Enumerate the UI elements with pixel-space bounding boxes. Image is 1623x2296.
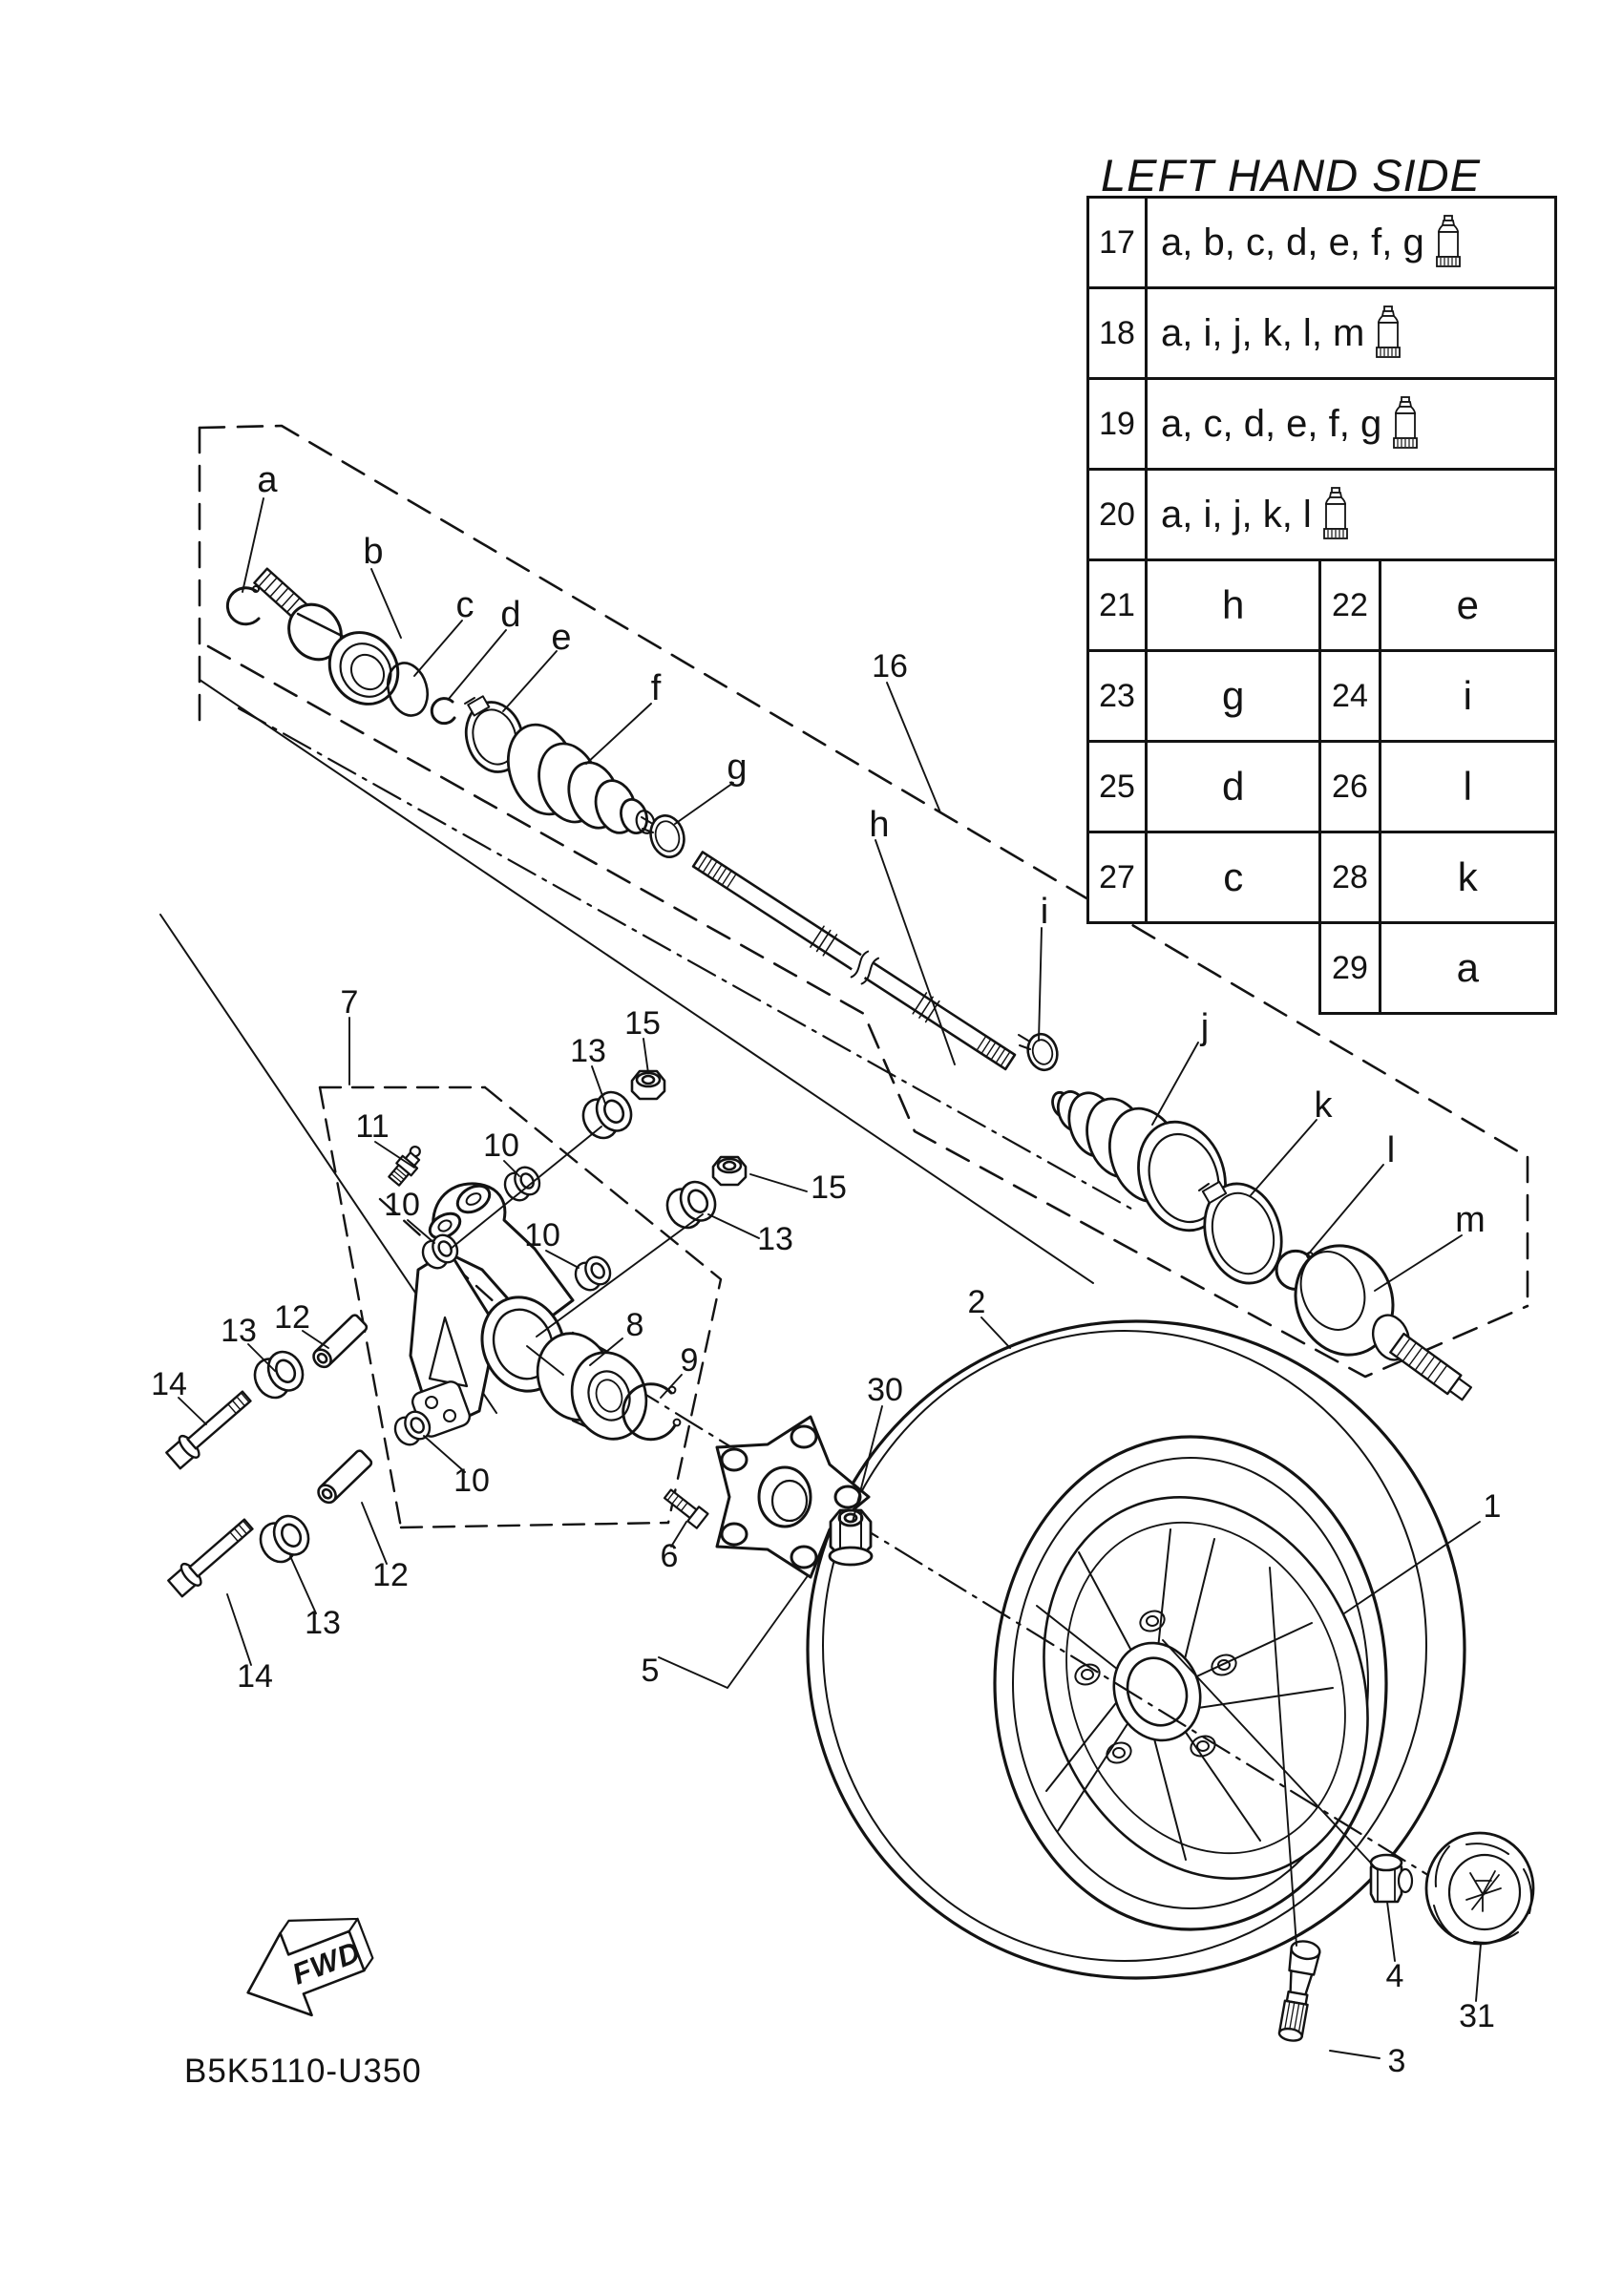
- fwd-arrow: [229, 1898, 384, 2034]
- part-label-6: 6: [660, 1537, 679, 1574]
- flange-nuts-15: [632, 1071, 746, 1185]
- part-label-3: 3: [1387, 2042, 1406, 2079]
- legend-letter: c: [1147, 832, 1320, 923]
- flange-bolts-14: [164, 1386, 257, 1598]
- legend-num: 24: [1320, 651, 1380, 742]
- circlip-d: [432, 699, 454, 724]
- legend-row-25-26: [1088, 742, 1556, 832]
- part-label-2: 2: [967, 1283, 986, 1320]
- part-label-30: 30: [867, 1371, 903, 1408]
- legend-letter: i: [1380, 651, 1555, 742]
- part-label-a: a: [257, 460, 278, 501]
- part-label-f: f: [650, 668, 662, 709]
- legend-letter: a: [1380, 923, 1555, 1014]
- grease-tube-icon: [1434, 215, 1463, 270]
- legend-letters: a, c, d, e, f, g: [1161, 402, 1382, 445]
- part-label-b: b: [363, 532, 384, 573]
- part-label-10-a: 10: [483, 1127, 519, 1164]
- part-label-15-right: 15: [811, 1169, 847, 1206]
- center-cap-31: [1426, 1833, 1533, 1944]
- part-label-e: e: [551, 618, 572, 659]
- grease-legend-table: [1086, 196, 1557, 1015]
- grease-tube-icon: [1391, 396, 1420, 452]
- inner-cv-joint-b: [254, 569, 411, 718]
- legend-row-27-28: [1088, 832, 1556, 923]
- grease-fitting-11: [387, 1144, 428, 1188]
- part-label-12-upper: 12: [274, 1298, 310, 1336]
- legend-letter: g: [1147, 651, 1320, 742]
- legend-letters: a, b, c, d, e, f, g: [1161, 221, 1424, 263]
- drawing-code: B5K5110-U350: [184, 2053, 422, 2090]
- part-label-10-b: 10: [384, 1186, 420, 1223]
- legend-row-20: [1088, 470, 1556, 560]
- legend-letter: l: [1380, 742, 1555, 832]
- page-title: LEFT HAND SIDE: [1101, 150, 1481, 200]
- legend-letters: a, i, j, k, l: [1161, 493, 1312, 536]
- legend-row-23-24: [1088, 651, 1556, 742]
- wheel-nut-4: [1371, 1855, 1412, 1902]
- legend-num: 18: [1088, 288, 1147, 379]
- part-label-13-left: 13: [221, 1312, 257, 1349]
- legend-num: 21: [1088, 560, 1147, 651]
- part-label-31: 31: [1459, 1997, 1495, 2034]
- part-label-l: l: [1386, 1130, 1396, 1171]
- part-label-16: 16: [872, 647, 908, 685]
- part-label-i: i: [1040, 892, 1049, 933]
- legend-row-21-22: [1088, 560, 1556, 651]
- legend-row-18: [1088, 288, 1556, 379]
- part-label-11: 11: [355, 1107, 390, 1145]
- axle-shaft-h: [689, 847, 1019, 1075]
- legend-num: 28: [1320, 832, 1380, 923]
- part-label-1: 1: [1483, 1487, 1502, 1525]
- part-label-10-d: 10: [453, 1462, 490, 1499]
- part-label-14-lower: 14: [237, 1657, 273, 1695]
- part-label-13-upper: 13: [570, 1032, 606, 1069]
- valve-stem-3: [1275, 1939, 1321, 2043]
- legend-num: 23: [1088, 651, 1147, 742]
- legend-row-29: [1088, 923, 1556, 1014]
- part-label-9: 9: [680, 1341, 699, 1379]
- legend-num: 22: [1320, 560, 1380, 651]
- part-label-c: c: [455, 585, 474, 626]
- legend-letter: e: [1380, 560, 1555, 651]
- part-label-m: m: [1455, 1200, 1486, 1241]
- part-label-h: h: [869, 805, 890, 846]
- legend-num: 27: [1088, 832, 1147, 923]
- legend-num: 29: [1320, 923, 1380, 1014]
- legend-letter: d: [1147, 742, 1320, 832]
- axle-nut-30: [830, 1510, 872, 1565]
- cv-boot-f: [497, 716, 657, 838]
- legend-num: 26: [1320, 742, 1380, 832]
- grease-tube-icon: [1321, 487, 1350, 542]
- legend-row-17: [1088, 198, 1556, 288]
- boot-clamp-i: [1019, 1031, 1062, 1074]
- legend-letter: k: [1380, 832, 1555, 923]
- part-label-13-right: 13: [757, 1220, 793, 1257]
- part-label-g: g: [727, 748, 748, 789]
- part-label-d: d: [500, 595, 521, 636]
- part-label-8: 8: [625, 1306, 644, 1343]
- legend-num: 20: [1088, 470, 1147, 560]
- part-label-13-lower: 13: [305, 1604, 341, 1641]
- part-label-k: k: [1314, 1085, 1333, 1127]
- part-label-14-upper: 14: [151, 1365, 187, 1402]
- grease-tube-icon: [1374, 305, 1402, 361]
- part-label-10-c: 10: [524, 1216, 560, 1253]
- part-label-j: j: [1200, 1007, 1210, 1048]
- part-label-15-upper: 15: [624, 1004, 661, 1042]
- part-label-5: 5: [641, 1652, 660, 1689]
- part-label-12-lower: 12: [372, 1556, 409, 1593]
- legend-row-19: [1088, 379, 1556, 470]
- fwd-arrow-label: FWD: [287, 1934, 366, 1991]
- part-label-4: 4: [1385, 1957, 1404, 1994]
- legend-num: 25: [1088, 742, 1147, 832]
- legend-num: 19: [1088, 379, 1147, 470]
- part-label-7: 7: [340, 983, 359, 1021]
- legend-letters: a, i, j, k, l, m: [1161, 311, 1365, 354]
- legend-num: 17: [1088, 198, 1147, 288]
- legend-letter: h: [1147, 560, 1320, 651]
